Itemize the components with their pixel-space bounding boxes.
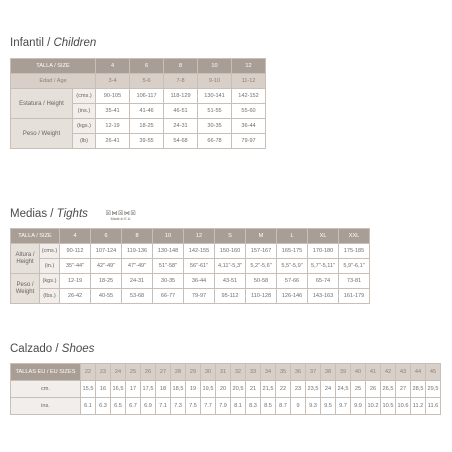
tights-weight-lb-cell: 143-163	[308, 289, 339, 304]
shoes-in-cell: 7.3	[171, 398, 186, 415]
shoes-size-cell: 40	[351, 364, 366, 381]
children-size-cell: 12	[232, 59, 266, 74]
shoes-cm-cell: 19,5	[201, 381, 216, 398]
tights-size-cell: 12	[184, 229, 215, 244]
shoes-size-cell: 31	[216, 364, 231, 381]
shoes-size-cell: 27	[156, 364, 171, 381]
tights-weight-kg-cell: 65-74	[308, 274, 339, 289]
shoes-in-cell: 10.2	[366, 398, 381, 415]
children-weight-lb-cell: 79-97	[232, 134, 266, 149]
tights-height-cm-cell: 142-155	[184, 244, 215, 259]
tights-weight-kg-cell: 36-44	[184, 274, 215, 289]
tights-height-cm-cell: 90-112	[60, 244, 91, 259]
shoes-in-cell: 8.7	[276, 398, 291, 415]
shoes-cm-cell: 21	[246, 381, 261, 398]
shoes-in-cell: 9.9	[351, 398, 366, 415]
tights-height-in-cell: 5,2"-5,6"	[246, 259, 277, 274]
shoes-cm-cell: 25	[351, 381, 366, 398]
tights-weight-lb-unit: (lbs.)	[40, 289, 60, 304]
shoes-in-cell: 7.9	[216, 398, 231, 415]
tights-weight-kg-row	[11, 274, 370, 289]
tights-size-table	[10, 228, 370, 304]
shoes-cm-cell: 24	[321, 381, 336, 398]
shoes-in-cell: 9.3	[306, 398, 321, 415]
children-age-cell: 9-10	[198, 74, 232, 89]
tights-size-cell: L	[277, 229, 308, 244]
tights-weight-kg-cell: 57-66	[277, 274, 308, 289]
children-size-cell: 4	[96, 59, 130, 74]
shoes-cm-cell: 22	[276, 381, 291, 398]
tights-title	[10, 208, 88, 220]
tights-height-cm-cell: 130-148	[153, 244, 184, 259]
shoes-size-cell: 34	[261, 364, 276, 381]
tights-weight-kg-cell: 73-81	[339, 274, 370, 289]
shoes-in-cell: 6.9	[141, 398, 156, 415]
shoes-cm-cell: 15,5	[81, 381, 96, 398]
shoes-title	[10, 343, 94, 355]
children-weight-lb-cell: 26-41	[96, 134, 130, 149]
tights-weight-kg-unit: (kgs.)	[40, 274, 60, 289]
shoes-cm-cell: 16,5	[111, 381, 126, 398]
children-height-cm-unit: (cms.)	[73, 89, 96, 104]
shoes-cm-cell: 23	[291, 381, 306, 398]
tights-weight-kg-cell: 43-51	[215, 274, 246, 289]
tights-size-cell: 4	[60, 229, 91, 244]
tights-height-in-unit: (in.)	[40, 259, 60, 274]
tights-height-in-cell: 56"-61"	[184, 259, 215, 274]
tights-height-in-cell: 35"-44"	[60, 259, 91, 274]
tights-weight-lb-row	[11, 289, 370, 304]
shoes-cm-cell: 28,5	[411, 381, 426, 398]
tights-height-in-cell: 5,5"-5,9"	[277, 259, 308, 274]
children-weight-lb-cell: 66-78	[198, 134, 232, 149]
children-title-main: Infantil /	[10, 37, 54, 49]
shoes-in-cell: 10.5	[381, 398, 396, 415]
tights-height-cm-row	[11, 244, 370, 259]
made-in-eu-icons: ☒⋈☒⋈☒	[105, 211, 137, 217]
tights-weight-kg-cell: 30-35	[153, 274, 184, 289]
tights-height-cm-cell: 107-124	[91, 244, 122, 259]
shoes-cm-cell: 24,5	[336, 381, 351, 398]
children-size-cell: 10	[198, 59, 232, 74]
made-in-eu-text: Made in E.U.	[110, 217, 132, 221]
shoes-title-main: Calzado /	[10, 343, 62, 355]
tights-size-cell: M	[246, 229, 277, 244]
tights-height-cm-cell: 175-185	[339, 244, 370, 259]
shoes-in-cell: 7.7	[201, 398, 216, 415]
children-height-in-cell: 46-51	[164, 104, 198, 119]
tights-size-label: TALLA / SIZE	[11, 229, 60, 244]
tights-weight-kg-cell: 12-19	[60, 274, 91, 289]
shoes-cm-cell: 18	[156, 381, 171, 398]
children-height-in-cell: 51-55	[198, 104, 232, 119]
tights-height-cm-cell: 119-136	[122, 244, 153, 259]
children-height-in-unit: (ins.)	[73, 104, 96, 119]
shoes-in-cell: 6.7	[126, 398, 141, 415]
shoes-in-cell: 6.1	[81, 398, 96, 415]
children-weight-label: Peso / Weight	[11, 119, 73, 149]
shoes-size-cell: 26	[141, 364, 156, 381]
tights-size-cell: XL	[308, 229, 339, 244]
children-weight-lb-unit: (lb)	[73, 134, 96, 149]
shoes-in-cell: 10.6	[396, 398, 411, 415]
children-weight-kg-cell: 24-31	[164, 119, 198, 134]
shoes-cm-cell: 26	[366, 381, 381, 398]
tights-weight-lb-cell: 66-77	[153, 289, 184, 304]
children-age-row	[11, 74, 266, 89]
tights-height-in-cell: 4,11"-5,3"	[215, 259, 246, 274]
tights-height-in-cell: 5,9"-6,1"	[339, 259, 370, 274]
shoes-size-cell: 38	[321, 364, 336, 381]
children-weight-lb-cell: 39-55	[130, 134, 164, 149]
shoes-cm-cell: 17,5	[141, 381, 156, 398]
tights-size-cell: 8	[122, 229, 153, 244]
shoes-in-cell: 11.2	[411, 398, 426, 415]
shoes-in-row	[11, 398, 441, 415]
tights-title-main: Medias /	[10, 208, 57, 220]
shoes-cm-cell: 20	[216, 381, 231, 398]
shoes-in-cell: 6.5	[111, 398, 126, 415]
shoes-size-label: TALLAS EU / EU SIZES	[11, 364, 81, 381]
children-title-italic: Children	[53, 37, 97, 49]
shoes-cm-cell: 18,5	[171, 381, 186, 398]
shoes-size-cell: 22	[81, 364, 96, 381]
tights-weight-lb-cell: 26-42	[60, 289, 91, 304]
shoes-size-cell: 25	[126, 364, 141, 381]
shoes-size-cell: 29	[186, 364, 201, 381]
shoes-size-cell: 36	[291, 364, 306, 381]
shoes-size-cell: 44	[411, 364, 426, 381]
shoes-cm-label: cm.	[11, 381, 81, 398]
shoes-size-cell: 41	[366, 364, 381, 381]
shoes-cm-cell: 26,5	[381, 381, 396, 398]
tights-height-cm-cell: 170-180	[308, 244, 339, 259]
shoes-cm-cell: 20,5	[231, 381, 246, 398]
shoes-cm-cell: 19	[186, 381, 201, 398]
shoes-cm-cell: 16	[96, 381, 111, 398]
shoes-size-cell: 32	[231, 364, 246, 381]
children-size-table	[10, 58, 266, 149]
shoes-cm-cell: 21,5	[261, 381, 276, 398]
children-age-cell: 7-8	[164, 74, 198, 89]
shoes-size-cell: 35	[276, 364, 291, 381]
tights-weight-lb-cell: 161-179	[339, 289, 370, 304]
shoes-in-cell: 8.5	[261, 398, 276, 415]
children-height-cm-cell: 90-105	[96, 89, 130, 104]
shoes-size-cell: 33	[246, 364, 261, 381]
shoes-cm-cell: 17	[126, 381, 141, 398]
shoes-in-label: ins.	[11, 398, 81, 415]
tights-height-cm-cell: 157-167	[246, 244, 277, 259]
children-size-row	[11, 59, 266, 74]
children-height-cm-row	[11, 89, 266, 104]
children-height-cm-cell: 142-152	[232, 89, 266, 104]
tights-height-cm-unit: (cms.)	[40, 244, 60, 259]
tights-height-label: Altura / Height	[11, 244, 40, 274]
tights-height-in-cell: 51"-58"	[153, 259, 184, 274]
tights-size-cell: S	[215, 229, 246, 244]
shoes-cm-cell: 23,5	[306, 381, 321, 398]
children-weight-kg-cell: 30-35	[198, 119, 232, 134]
shoes-size-cell: 43	[396, 364, 411, 381]
shoes-size-row	[11, 364, 441, 381]
children-age-cell: 5-6	[130, 74, 164, 89]
shoes-size-cell: 37	[306, 364, 321, 381]
tights-weight-lb-cell: 95-112	[215, 289, 246, 304]
shoes-size-table	[10, 363, 441, 415]
tights-height-cm-cell: 150-160	[215, 244, 246, 259]
shoes-size-cell: 42	[381, 364, 396, 381]
children-height-cm-cell: 118-129	[164, 89, 198, 104]
tights-height-in-cell: 42"-49"	[91, 259, 122, 274]
tights-height-in-cell: 47"-49"	[122, 259, 153, 274]
shoes-in-cell: 7.5	[186, 398, 201, 415]
children-height-in-cell: 41-46	[130, 104, 164, 119]
shoes-in-cell: 9.7	[336, 398, 351, 415]
tights-height-in-row	[11, 259, 370, 274]
tights-weight-lb-cell: 53-68	[122, 289, 153, 304]
children-age-cell: 3-4	[96, 74, 130, 89]
shoes-in-cell: 6.3	[96, 398, 111, 415]
shoes-in-cell: 7.1	[156, 398, 171, 415]
tights-weight-lb-cell: 110-128	[246, 289, 277, 304]
shoes-size-cell: 28	[171, 364, 186, 381]
shoes-cm-cell: 27	[396, 381, 411, 398]
shoes-in-cell: 8.1	[231, 398, 246, 415]
shoes-size-cell: 45	[426, 364, 441, 381]
children-size-cell: 8	[164, 59, 198, 74]
children-weight-lb-cell: 54-68	[164, 134, 198, 149]
children-age-label: Edad / Age	[11, 74, 96, 89]
tights-size-cell: 10	[153, 229, 184, 244]
children-height-label: Estatura / Height	[11, 89, 73, 119]
shoes-title-italic: Shoes	[61, 343, 95, 355]
tights-weight-kg-cell: 24-31	[122, 274, 153, 289]
made-in-eu-mark	[103, 210, 139, 221]
children-weight-kg-cell: 36-44	[232, 119, 266, 134]
shoes-size-cell: 24	[111, 364, 126, 381]
children-title	[10, 37, 96, 49]
shoes-size-cell: 30	[201, 364, 216, 381]
tights-weight-kg-cell: 50-58	[246, 274, 277, 289]
children-weight-kg-cell: 18-25	[130, 119, 164, 134]
shoes-in-cell: 8.3	[246, 398, 261, 415]
tights-title-italic: Tights	[56, 208, 88, 220]
children-weight-kg-cell: 12-19	[96, 119, 130, 134]
tights-weight-lb-cell: 126-146	[277, 289, 308, 304]
shoes-in-cell: 11.6	[426, 398, 441, 415]
tights-weight-lb-cell: 40-55	[91, 289, 122, 304]
children-height-in-cell: 35-41	[96, 104, 130, 119]
tights-height-in-cell: 5,7"-5,11"	[308, 259, 339, 274]
tights-weight-kg-cell: 18-25	[91, 274, 122, 289]
shoes-cm-row	[11, 381, 441, 398]
children-height-in-cell: 55-60	[232, 104, 266, 119]
shoes-in-cell: 9	[291, 398, 306, 415]
shoes-size-cell: 39	[336, 364, 351, 381]
shoes-cm-cell: 29,5	[426, 381, 441, 398]
children-size-cell: 6	[130, 59, 164, 74]
children-weight-kg-row	[11, 119, 266, 134]
children-age-cell: 11-12	[232, 74, 266, 89]
shoes-in-cell: 9.5	[321, 398, 336, 415]
tights-size-cell: XXL	[339, 229, 370, 244]
tights-height-cm-cell: 165-175	[277, 244, 308, 259]
children-weight-kg-unit: (kgs.)	[73, 119, 96, 134]
tights-weight-lb-cell: 79-97	[184, 289, 215, 304]
tights-weight-label: Peso / Weight	[11, 274, 40, 304]
tights-size-row	[11, 229, 370, 244]
children-size-label: TALLA / SIZE	[11, 59, 96, 74]
children-height-cm-cell: 106-117	[130, 89, 164, 104]
children-height-cm-cell: 130-141	[198, 89, 232, 104]
tights-size-cell: 6	[91, 229, 122, 244]
shoes-size-cell: 23	[96, 364, 111, 381]
